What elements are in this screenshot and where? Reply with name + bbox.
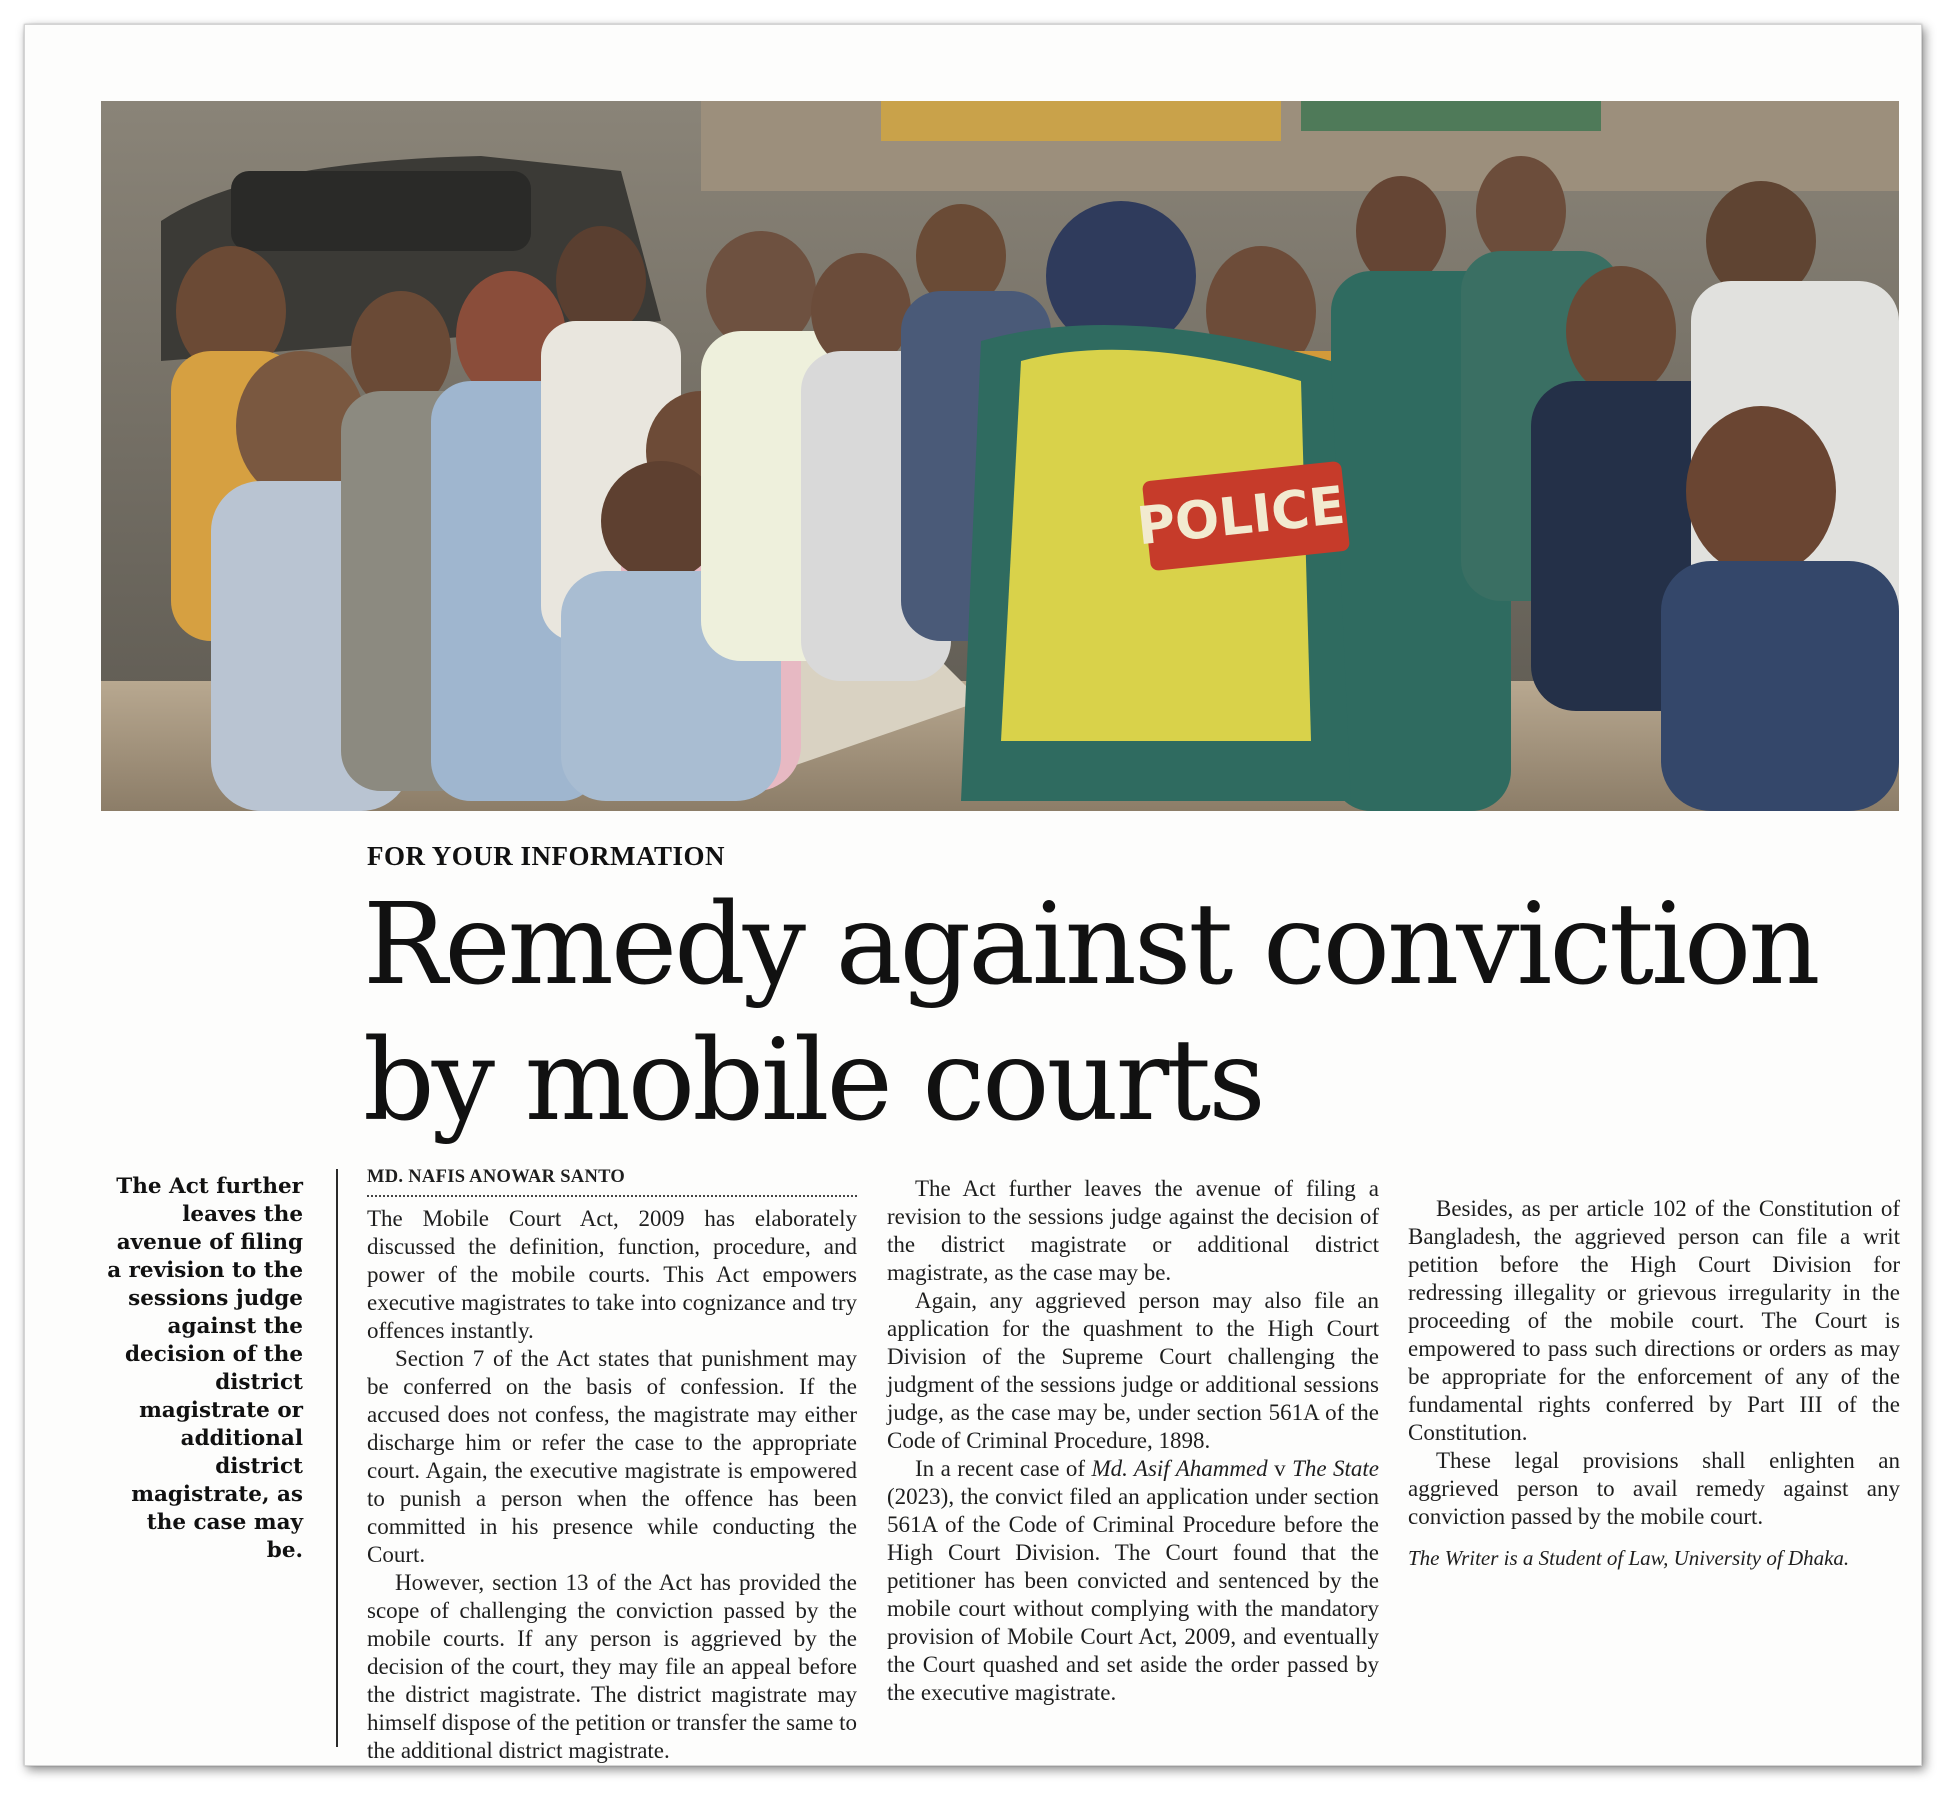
photo-icon — [101, 101, 1899, 811]
article-column-3 — [1408, 1195, 1900, 1571]
pull-quote: The Act further leaves the avenue of filing a revision to the sessions judge against the decision of the district magistrate or additional district magistrate, as the case may be. — [107, 1174, 303, 1563]
author-credit: The Writer is a Student of Law, University of Dhaka. — [1408, 1546, 1850, 1570]
newspaper-clipping — [24, 24, 1922, 1766]
case-versus: v — [1267, 1456, 1293, 1481]
column-divider — [336, 1169, 338, 1747]
paragraph-8: These legal provisions shall enlighten an aggrieved person to avail remedy against any conviction passed by the mobile court. — [1408, 1448, 1900, 1529]
headline-line-2: by mobile courts — [363, 1016, 1263, 1146]
paragraph-4: The Act further leaves the avenue of filing a revision to the sessions judge against the decision of the district magistrate or additional district magistrate, as the case may be. — [887, 1176, 1379, 1285]
paragraph-5: Again, any aggrieved person may also file an application for the quashment to the High Court Division of the Supreme Court challenging the judgment of the sessions judge or additional sessions judge, as the case may be, under section 561A of the Code of Criminal Procedure, 1898. — [887, 1288, 1379, 1453]
paragraph-6 — [887, 1455, 1379, 1707]
paragraph-6-body: (2023), the convict filed an application under section 561A of the Code of Criminal Procedure before the High Court Division. The Court found that the petitioner has been convicted and sentenced by the mobile court without complying with the mandatory provision of Mobile Court Act, 2009, and eventually the Court quashed and set aside the order passed by the executive magistrate. — [887, 1484, 1379, 1705]
case-respondent: The State — [1292, 1456, 1379, 1481]
article-column-2 — [887, 1175, 1379, 1707]
case-name: Md. Asif Ahammed — [1091, 1456, 1268, 1481]
paragraph-3: However, section 13 of the Act has provided the scope of challenging the conviction passed by the mobile courts. If any person is aggrieved by the decision of the court, they may file an appeal before the district magistrate. The district magistrate may himself dispose of the petition or transfer the same to the additional district magistrate. — [367, 1570, 857, 1763]
headline — [363, 877, 1863, 1149]
article-column-1 — [367, 1165, 857, 1765]
section-kicker: FOR YOUR INFORMATION — [367, 841, 725, 871]
police-vest-text: POLICE — [1134, 475, 1348, 558]
paragraph-6-intro: In a recent case of — [915, 1456, 1092, 1481]
paragraph-7: Besides, as per article 102 of the Constitution of Bangladesh, the aggrieved person can file a writ petition before the High Court Division for redressing illegality or grievous irregularity in the proceeding of the mobile court. The Court is empowered to pass such directions or orders as may be appropriate for the enforcement of any of the fundamental rights conferred by Part III of the Constitution. — [1408, 1196, 1900, 1445]
byline: MD. NAFIS ANOWAR SANTO — [367, 1165, 857, 1197]
paragraph-2: Section 7 of the Act states that punishment may be conferred on the basis of confession. If the accused does not confess, the magistrate may either discharge him or refer the case to the appropriate court. Again, the executive magistrate is empowered to punish a person when the offence has been committed in his presence while conducting the Court. — [367, 1346, 857, 1567]
paragraph-1: The Mobile Court Act, 2009 has elaborately discussed the definition, function, procedure, and power of the mobile courts. This Act empowers executive magistrates to take into cognizance and try offences instantly. — [367, 1206, 857, 1343]
article-photo — [101, 101, 1899, 811]
headline-line-1: Remedy against conviction — [363, 880, 1818, 1010]
